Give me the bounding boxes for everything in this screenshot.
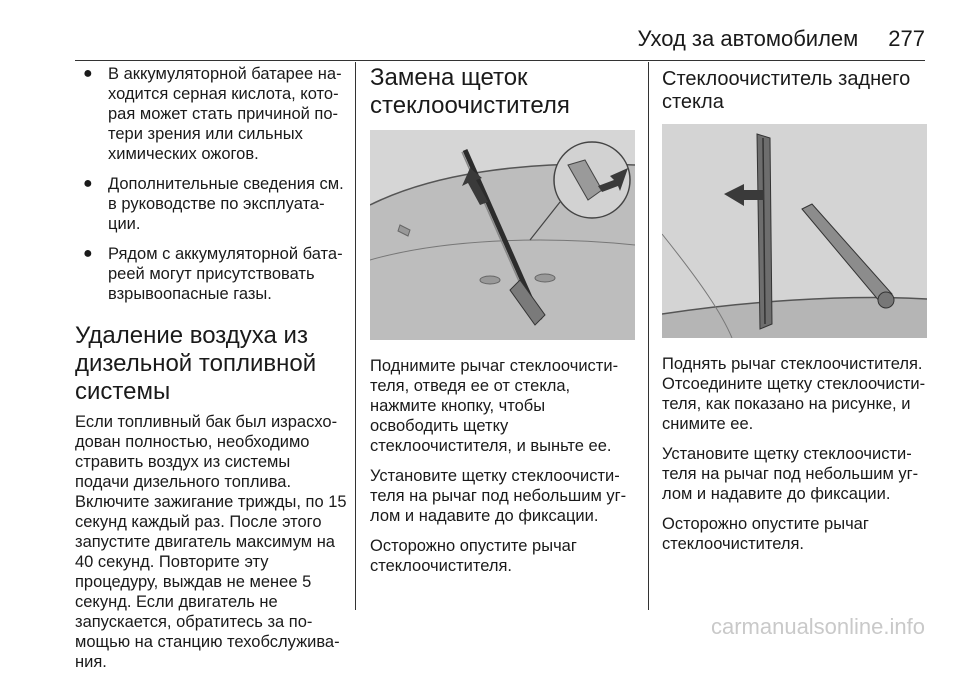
page-number: 277 [888,26,925,51]
wiper-paragraph-2: Установите щетку стеклоочистителя на рычаг под небольшим углом и надавите до фиксации. [370,467,627,525]
bullet-list [75,64,347,304]
wiper-paragraph-1: Поднимите рычаг стеклоочистителя, отведя ее от стекла, нажмите кнопку, чтобы освободить щетку стеклоочистителя, и выньте ее. [370,357,619,455]
bullet-icon: ● [83,245,93,262]
rear-wiper-paragraph-2: Установите щетку стеклоочистителя на рычаг под небольшим углом и надавите до фиксации. [662,445,919,503]
rear-wiper-paragraph-1: Поднять рычаг стеклоочистителя. Отсоедините щетку стеклоочистителя, как показано на рисунке, и снимите ее. [662,355,926,433]
header-rule [75,60,925,61]
diesel-paragraph: Если топливный бак был израсходован полностью, необходимо стравить воздух из системы подачи дизельного топлива. Включите зажигание трижды, по 15 секунд каждый раз. После этого запустите двигатель максимум на 40 секунд. Повторите эту процедуру, выждав не менее 5 секунд. Если двигатель не запускается, обратитесь за помощью на станцию техобслуживания. [75,413,347,671]
wiper-paragraph-3: Осторожно опустите рычаг стеклоочистителя. [370,537,577,575]
bullet-icon: ● [83,65,93,82]
list-item [75,174,347,234]
section-title: Уход за автомобилем [637,26,859,51]
left-column [75,64,347,682]
bullet-text: В аккумуляторной батарее находится серная кислота, которая может стать причиной потери зрения или сильных химических ожогов. [108,65,342,163]
rear-wiper-paragraph-3: Осторожно опустите рычаг стеклоочистителя. [662,515,869,553]
column-divider-2 [648,62,649,610]
section-heading-diesel: Удаление воздуха из дизельной топливной системы [75,322,317,405]
rear-wiper-drawing [662,124,927,338]
column-divider-1 [355,62,356,610]
section-heading-wiper: Замена щеток стеклоочистителя [370,64,570,119]
list-item [75,64,347,164]
page-header [600,26,925,56]
front-wiper-drawing [370,130,635,340]
right-column [662,64,927,564]
middle-column [370,64,635,586]
list-item [75,244,347,304]
section-heading-rear-wiper: Стеклоочиститель заднего стекла [662,68,911,113]
rear-wiper-illustration [662,124,927,338]
watermark: carmanualsonline.info [710,614,925,639]
front-wiper-illustration [370,130,635,340]
bullet-icon: ● [83,175,93,192]
bullet-text: Дополнительные сведения см. в руководстве по эксплуатации. [108,175,344,233]
bullet-text: Рядом с аккумуляторной батареей могут присутствовать взрывоопасные газы. [108,245,343,303]
